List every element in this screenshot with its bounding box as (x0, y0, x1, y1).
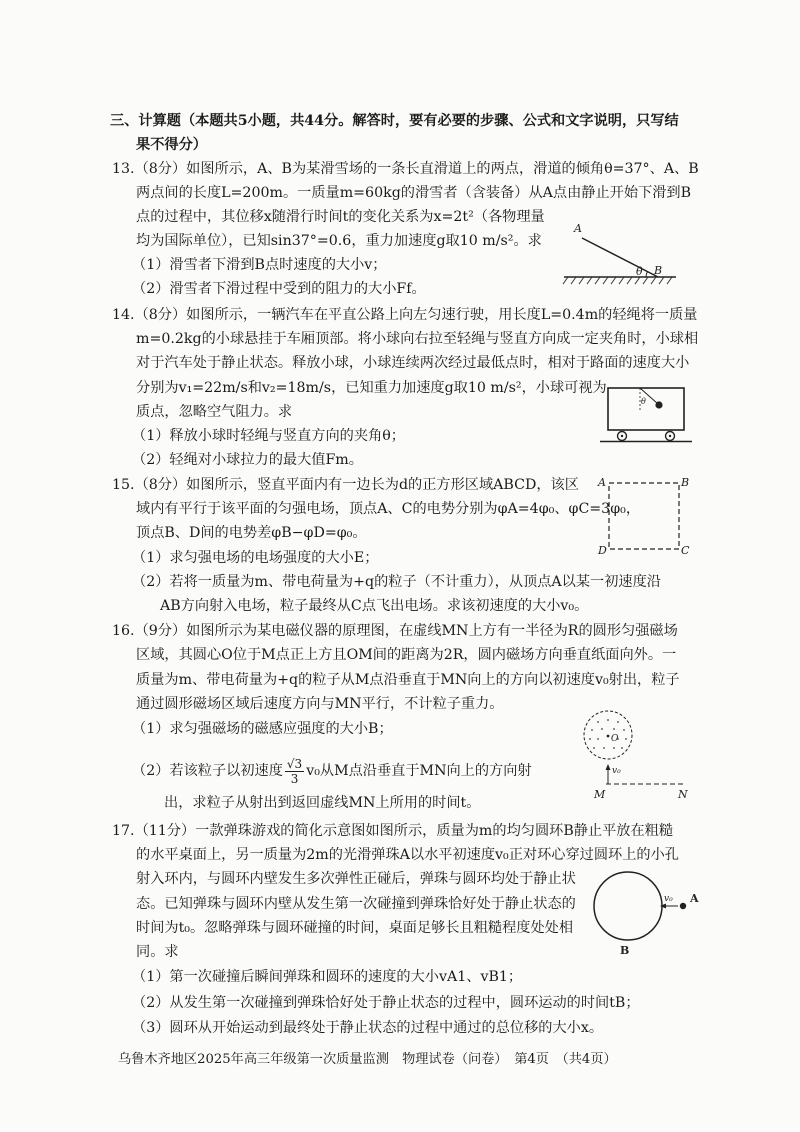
q17-sub-3: （3）圆环从开始运动到最终处于静止状态的过程中通过的总位移的大小x。 (132, 1020, 604, 1036)
q15-fig-label-a: A (598, 476, 606, 489)
q16-fraction (285, 757, 304, 786)
q13-fig-label-a: A (574, 222, 582, 235)
q13-fig-label-b: B (654, 264, 663, 277)
q17-line-5: 时间为t₀。忽略弹珠与圆环碰撞的时间，桌面足够长且粗糙程度处处相 (136, 920, 574, 936)
q13-line-3: 点的过程中，其位移x随滑行时间t的变化关系为x=2t²（各物理量 (136, 209, 545, 225)
q14-line-1: 14.（8分）如图所示，一辆汽车在平直公路上向左匀速行驶，用长度L=0.4m的轻绳将一质量 (112, 307, 698, 323)
q16-fraction-den: 3 (290, 771, 299, 786)
q15-line-3: 顶点B、D间的电势差φB−φD=φ₀。 (136, 525, 367, 541)
q15-fig-label-b: B (681, 476, 690, 489)
q17-line-1: 17.（11分）一款弹珠游戏的简化示意图如图所示，质量为m的均匀圆环B静止平放在粗糙 (112, 823, 674, 839)
q15-line-1: 15.（8分）如图所示，竖直平面内有一边长为d的正方形区域ABCD，该区 (112, 477, 579, 493)
q14-line-5: 质点，忽略空气阻力。求 (136, 404, 293, 420)
q15-sub-3: AB方向射入电场，粒子最终从C点飞出电场。求该初速度的大小v₀。 (160, 598, 589, 614)
q16-sub-2-pre: （2）若该粒子以初速度 (132, 763, 283, 779)
q17-line-6: 同。求 (136, 944, 179, 960)
q17-ring-figure (588, 868, 708, 958)
q16-fig-label-m: M (594, 788, 606, 801)
q14-line-4: 分别为v₁=22m/s和v₂=18m/s，已知重力加速度g取10 m/s²，小球可视为 (136, 380, 607, 396)
q15-sub-1: （1）求匀强电场的电场强度的大小E； (132, 550, 379, 566)
page-footer: 乌鲁木齐地区2025年高三年级第一次质量监测 物理试卷（问卷） 第4页 （共4页） (118, 1052, 617, 1067)
q16-fig-label-v0: v₀ (612, 766, 621, 776)
q14-fig-label-theta: θ (641, 397, 646, 406)
q14-sub-1: （1）释放小球时轻绳与竖直方向的夹角θ； (132, 428, 405, 444)
q16-sub-2-post: v₀从M点沿垂直于MN向上的方向射 (306, 763, 532, 779)
q16-sub-2-cont: 出，求粒子从射出到返回虚线MN上所用的时间t。 (164, 795, 481, 811)
q13-sub-1: （1）滑雪者下滑到B点时速度的大小v； (132, 257, 387, 273)
section-title-line1: 三、计算题（本题共5小题，共44分。解答时，要有必要的步骤、公式和文字说明，只写结 (110, 113, 679, 129)
q17-line-4: 态。已知弹珠与圆环内壁从发生第一次碰撞到弹珠恰好处于静止状态的 (136, 896, 576, 912)
q15-line-2: 域内有平行于该平面的匀强电场，顶点A、C的电势分别为φA=4φ₀、φC=3φ₀， (136, 501, 641, 517)
q16-line-4: 通过圆形磁场区域后速度方向与MN平行，不计粒子重力。 (136, 696, 504, 712)
q15-sub-2: （2）若将一质量为m、带电荷量为+q的粒子（不计重力），从顶点A以某一初速度沿 (132, 574, 661, 590)
q16-fig-label-n: N (678, 788, 688, 801)
q17-line-2: 的水平桌面上，另一质量为2m的光滑弹珠A以水平初速度v₀正对环心穿过圆环上的小孔 (136, 847, 679, 863)
q14-car-figure (600, 382, 692, 444)
q17-fig-label-v0: v₀ (664, 894, 673, 904)
q16-sub-1: （1）求匀强磁场的磁感应强度的大小B； (132, 721, 393, 737)
q13-slope-figure (560, 214, 680, 294)
q13-line-1: 13.（8分）如图所示，A、B为某滑雪场的一条长直滑道上的两点，滑道的倾角θ=37°、A、B (112, 161, 699, 177)
q14-sub-2: （2）轻绳对小球拉力的最大值Fm。 (132, 452, 363, 468)
section-title-line2: 果不得分） (136, 137, 207, 153)
q15-fig-label-c: C (681, 544, 690, 556)
q14-line-2: m=0.2kg的小球悬挂于车厢顶部。将小球向右拉至轻绳与竖直方向成一定夹角时，小球相 (136, 331, 699, 347)
q16-line-2: 区域，其圆心O位于M点正上方且OM间的距离为2R，圆内磁场方向垂直纸面向外。一 (136, 647, 677, 663)
q16-fraction-num: √3 (286, 756, 303, 771)
q13-line-2: 两点间的长度L=200m。一质量m=60kg的滑雪者（含装备）从A点由静止开始下滑到B (136, 185, 692, 201)
q13-line-4: 均为国际单位），已知sin37°=0.6，重力加速度g取10 m/s²。求 (136, 233, 542, 249)
q13-sub-2: （2）滑雪者下滑过程中受到的阻力的大小Ff。 (132, 281, 426, 297)
q16-line-1: 16.（9分）如图所示为某电磁仪器的原理图，在虚线MN上方有一半径为R的圆形匀强磁场 (112, 623, 678, 639)
q13-fig-label-theta: θ (636, 265, 643, 278)
q14-line-3: 对于汽车处于静止状态。释放小球，小球连续两次经过最低点时，相对于路面的速度大小 (136, 355, 690, 371)
q17-fig-label-a: A (690, 892, 699, 905)
q16-line-3: 质量为m、带电荷量为+q的粒子从M点沿垂直于MN向上的方向以初速度v₀射出，粒子 (136, 672, 680, 688)
q16-fig-label-o: O (611, 734, 619, 744)
q17-sub-1: （1）第一次碰撞后瞬间弹珠和圆环的速度的大小vA1、vB1； (132, 969, 523, 985)
q17-fig-label-b: B (620, 944, 630, 957)
q16-magnetic-field-figure (572, 708, 692, 816)
q17-line-3: 射入环内，与圆环内壁发生多次弹性正碰后，弹珠与圆环均处于静止状 (136, 871, 576, 887)
q17-sub-2: （2）从发生第一次碰撞到弹珠恰好处于静止状态的过程中，圆环运动的时间tB； (132, 995, 640, 1011)
q16-sub-2 (132, 756, 532, 786)
q15-fig-label-d: D (598, 544, 607, 556)
q15-square-figure (596, 472, 696, 556)
